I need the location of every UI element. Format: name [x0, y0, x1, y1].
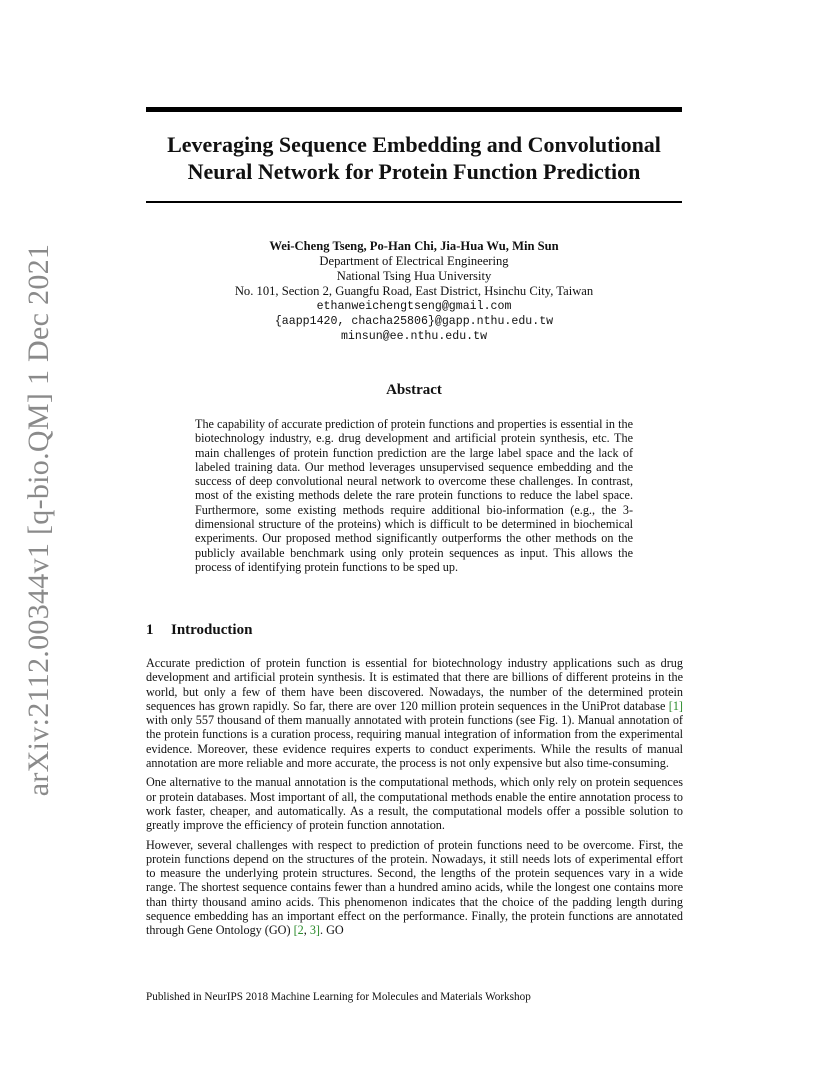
paragraph-1-text-a: Accurate prediction of protein function is essential for biotechnology industry applications such as drug development and artificial protein synthesis. It is estimated that there are billions of different proteins in the world, but only a few of them have been discovered. Nowadays, the number of the determined protein sequences has grown rapidly. So far, there are over 120 million protein sequences in the UniProt database	[146, 656, 683, 713]
introduction-body	[146, 656, 683, 943]
paragraph-3-text-a: However, several challenges with respect to prediction of protein functions need to be overcome. First, the protein functions depend on the structures of the protein. Nowadays, it still needs lots of experimental effort to measure the underlying protein structures. Second, the lengths of the protein sequences vary in a wide range. The shortest sequence contains fewer than a hundred amino acids, while the longest one contains more than thirty thousand amino acids. This phenomenon indicates that the choice of the padding length during sequence embedding has an important effect on the performance. Finally, the protein functions are annotated through Gene Ontology (GO)	[146, 837, 683, 938]
author-department: Department of Electrical Engineering	[319, 254, 509, 268]
citation-link[interactable]: [2	[293, 923, 304, 938]
author-names: Wei-Cheng Tseng, Po-Han Chi, Jia-Hua Wu, Min Sun	[269, 239, 559, 253]
paragraph-3	[146, 838, 683, 938]
arxiv-sidebar-stamp	[19, 243, 59, 797]
author-email-2: {aapp1420, chacha25806}@gapp.nthu.edu.tw	[274, 315, 554, 328]
author-address: No. 101, Section 2, Guangfu Road, East District, Hsinchu City, Taiwan	[234, 284, 594, 298]
arxiv-identifier: arXiv:2112.00344v1 [q-bio.QM] 1 Dec 2021	[22, 243, 55, 797]
paragraph-1-text-b: with only 557 thousand of them manually annotated with protein functions (see Fig. 1). Manual annotation of the protein functions is a curation process, requiring manual integration of information from the experimental evidence. Moreover, these evidence requires experts to conduct experiments. While the results of manual annotation are more reliable and more accurate, the process is not only expensive but also time-consuming.	[146, 713, 683, 771]
author-university: National Tsing Hua University	[336, 269, 492, 283]
author-block	[146, 239, 682, 344]
abstract-text: The capability of accurate prediction of protein functions and properties is essential in the biotechnology industry, e.g. drug development and artificial protein synthesis, etc. The main challenges of protein function prediction are the large label space and the lack of labeled training data. Our method leverages unsupervised sequence embedding and the success of deep convolutional neural network to overcome these challenges. In contrast, most of the existing methods delete the rare protein functions to reduce the label space. Furthermore, some existing methods require additional bio-information (e.g., the 3-dimensional structure of the proteins) which is difficult to be determined in biochemical experiments. Our proposed method significantly outperforms the other methods on the publicly available benchmark using only protein sequences as input. This allows the process of identifying protein functions to be sped up.	[195, 417, 633, 574]
citation-separator: ,	[303, 923, 310, 938]
paragraph-1	[146, 656, 683, 770]
citation-link[interactable]: [1]	[668, 698, 683, 713]
abstract-heading: Abstract	[386, 382, 442, 398]
author-email-3: minsun@ee.nthu.edu.tw	[340, 330, 488, 343]
title-line-2: Neural Network for Protein Function Prediction	[187, 159, 641, 184]
section-heading	[146, 622, 252, 639]
section-number: 1	[146, 622, 154, 638]
section-title-text: Introduction	[171, 622, 253, 638]
page-footer: Published in NeurIPS 2018 Machine Learning for Molecules and Materials Workshop	[146, 991, 531, 1003]
title-bottom-rule	[146, 201, 682, 203]
title-top-rule	[146, 107, 682, 112]
paragraph-2: One alternative to the manual annotation is the computational methods, which only rely on protein sequences or protein databases. Most important of all, the computational methods enable the entire annotation process to work faster, cheaper, and automatically. As a result, the computational models offer a possible solution to greatly improve the efficiency of protein function annotation.	[146, 775, 683, 833]
paragraph-3-text-b: . GO	[319, 923, 344, 938]
author-email-1: ethanweichengtseng@gmail.com	[316, 300, 512, 313]
citation-link[interactable]: 3]	[309, 923, 320, 938]
title-line-1: Leveraging Sequence Embedding and Convolutional	[167, 132, 661, 157]
paper-title	[146, 131, 682, 185]
